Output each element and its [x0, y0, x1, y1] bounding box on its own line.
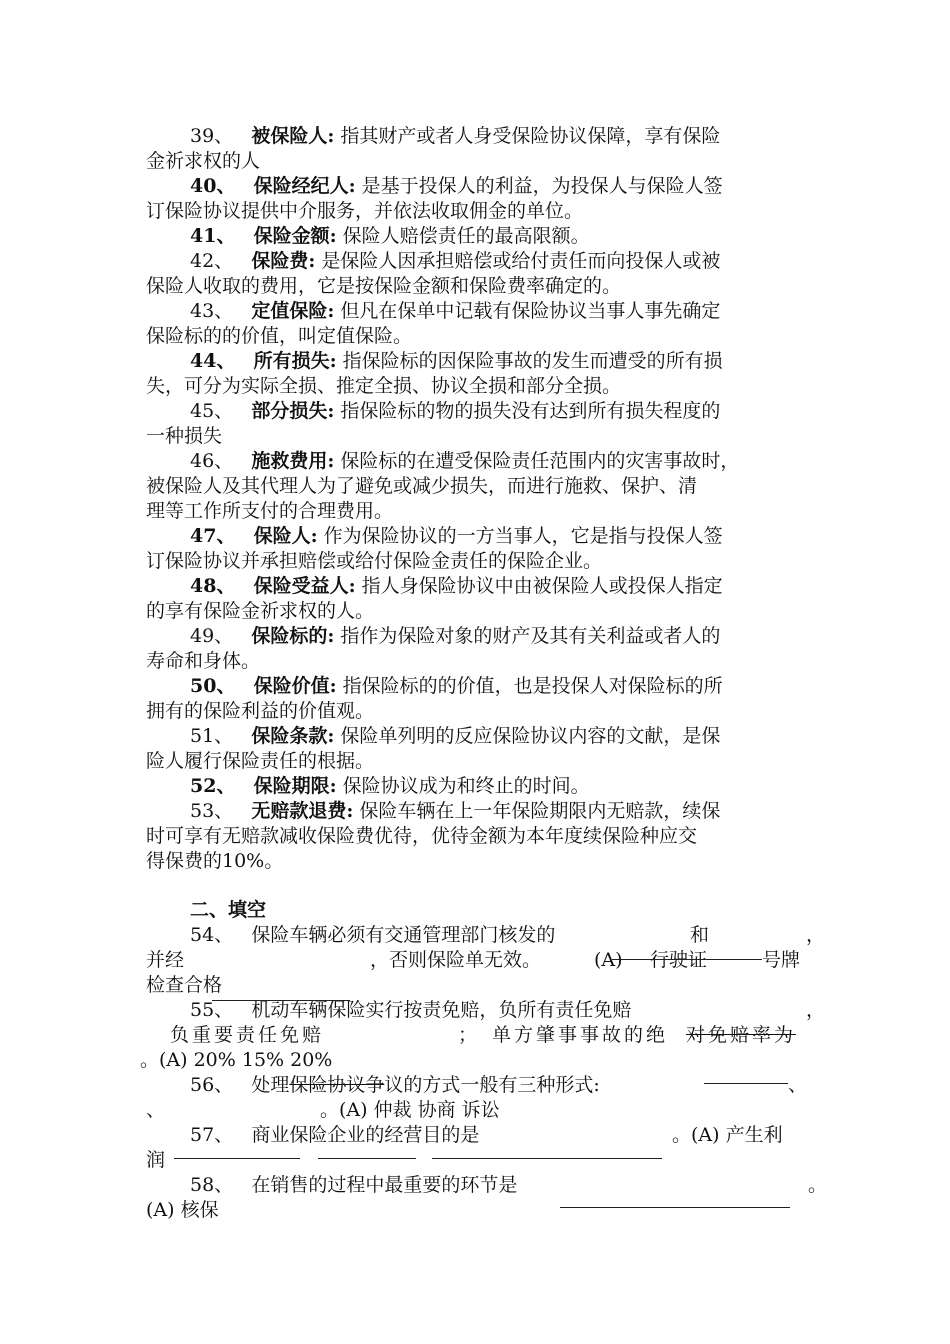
question-58-period: 。: [808, 1174, 828, 1196]
question-57-line-1: 57、 商业保险企业的经营目的是: [190, 1124, 480, 1146]
definition-39-line-2: 金祈求权的人: [146, 150, 261, 172]
definition-42-line-1: 42、 保险费: 是保险人因承担赔偿或给付责任而向投保人或被: [190, 250, 721, 272]
question-54-answer-3: 检查合格: [146, 974, 223, 996]
definition-51-line-2: 险人履行保险责任的根据。: [146, 750, 375, 772]
question-57-line-2: 润: [146, 1149, 166, 1171]
question-54-line-2b: ，否则保险单无效。: [370, 949, 542, 971]
definition-41-line-1: 41、 保险金额: 保险人赔偿责任的最高限额。: [190, 225, 590, 247]
question-58-line-1: 58、 在销售的过程中最重要的环节是: [190, 1174, 518, 1196]
question-54-answer-1: 行驶证: [650, 949, 708, 971]
question-58-answer: (A) 核保: [146, 1199, 219, 1221]
section-title: 二、填空: [190, 899, 267, 921]
definition-44-line-1: 44、 所有损失: 指保险标的因保险事故的发生而遭受的所有损: [190, 350, 723, 372]
definition-46-line-3: 理等工作所支付的合理费用。: [146, 500, 394, 522]
question-54-answer-label: (A): [594, 949, 623, 971]
definition-53-line-2: 时可享有无赔款减收保险费优待，优待金额为本年度续保险种应交: [146, 825, 698, 847]
definition-51-line-1: 51、 保险条款: 保险单列明的反应保险协议内容的文献，是保: [190, 725, 721, 747]
definition-53-line-1: 53、 无赔款退费: 保险车辆在上一年保险期限内无赔款，续保: [190, 800, 721, 822]
question-54-line-1: 54、 保险车辆必须有交通管理部门核发的: [190, 924, 556, 946]
question-55-answers: 。(A) 20% 15% 20%: [140, 1049, 333, 1071]
question-54-and: 和: [690, 924, 710, 946]
question-55-semicolon: ；: [458, 1024, 478, 1046]
blank-line: [704, 1083, 788, 1084]
definition-44-line-2: 失，可分为实际全损、推定全损、协议全损和部分全损。: [146, 375, 622, 397]
question-55-line-2c: 对免赔率为: [686, 1024, 797, 1046]
definition-46-line-1: 46、 施救费用: 保险标的在遭受保险责任范围内的灾害事故时，: [190, 450, 740, 472]
question-55-line-2a: 负重要责任免赔: [170, 1024, 325, 1046]
definition-50-line-1: 50、 保险价值: 指保险标的的价值，也是投保人对保险标的所: [190, 675, 723, 697]
question-55-comma: ，: [806, 999, 826, 1021]
definition-52-line-1: 52、 保险期限: 保险协议成为和终止的时间。: [190, 775, 590, 797]
definition-50-line-2: 拥有的保险利益的价值观。: [146, 700, 375, 722]
definition-45-line-2: 一种损失: [146, 425, 223, 447]
question-56-sep-2: 、: [146, 1099, 166, 1121]
question-54-line-2a: 并经: [146, 949, 185, 971]
question-56-sep-1: 、: [788, 1074, 808, 1096]
strike-line: [212, 1000, 350, 1001]
question-54-comma: ，: [806, 924, 826, 946]
definition-42-line-2: 保险人收取的费用，它是按保险金额和保险费率确定的。: [146, 275, 622, 297]
question-54-answer-2: 号牌: [762, 949, 801, 971]
definition-48-line-1: 48、 保险受益人: 指人身保险协议中由被保险人或投保人指定: [190, 575, 723, 597]
blank-line: [560, 1207, 790, 1208]
definition-45-line-1: 45、 部分损失: 指保险标的物的损失没有达到所有损失程度的: [190, 400, 721, 422]
blank-line: [174, 1158, 300, 1159]
question-55-line-2b: 单方肇事事故的绝: [492, 1024, 669, 1046]
definition-49-line-2: 寿命和身体。: [146, 650, 261, 672]
definition-53-line-3: 得保费的10%。: [146, 850, 284, 872]
definition-39-line-1: 39、 被保险人: 指其财产或者人身受保险协议保障，享有保险: [190, 125, 721, 147]
question-56-answers: 。(A) 仲裁 协商 诉讼: [320, 1099, 500, 1121]
question-56-line-1: 56、 处理保险协议争议的方式一般有三种形式:: [190, 1074, 600, 1096]
definition-47-line-1: 47、 保险人: 作为保险协议的一方当事人，它是指与投保人签: [190, 525, 723, 547]
blank-line: [432, 1158, 662, 1159]
definition-43-line-2: 保险标的的价值，叫定值保险。: [146, 325, 413, 347]
definition-49-line-1: 49、 保险标的: 指作为保险对象的财产及其有关利益或者人的: [190, 625, 721, 647]
definition-47-line-2: 订保险协议并承担赔偿或给付保险金责任的保险企业。: [146, 550, 603, 572]
blank-line: [318, 1158, 416, 1159]
definition-43-line-1: 43、 定值保险: 但凡在保单中记载有保险协议当事人事先确定: [190, 300, 721, 322]
question-55-line-1: 55、 机动车辆保险实行按责免赔，负所有责任免赔: [190, 999, 632, 1021]
definition-40-line-2: 订保险协议提供中介服务，并依法收取佣金的单位。: [146, 200, 584, 222]
definition-40-line-1: 40、 保险经纪人: 是基于投保人的利益，为投保人与保险人签: [190, 175, 723, 197]
strike-line: [612, 959, 762, 960]
question-57-answer: 。(A) 产生利: [672, 1124, 783, 1146]
definition-46-line-2: 被保险人及其代理人为了避免或减少损失，而进行施救、保护、清: [146, 475, 698, 497]
definition-48-line-2: 的享有保险金祈求权的人。: [146, 600, 375, 622]
